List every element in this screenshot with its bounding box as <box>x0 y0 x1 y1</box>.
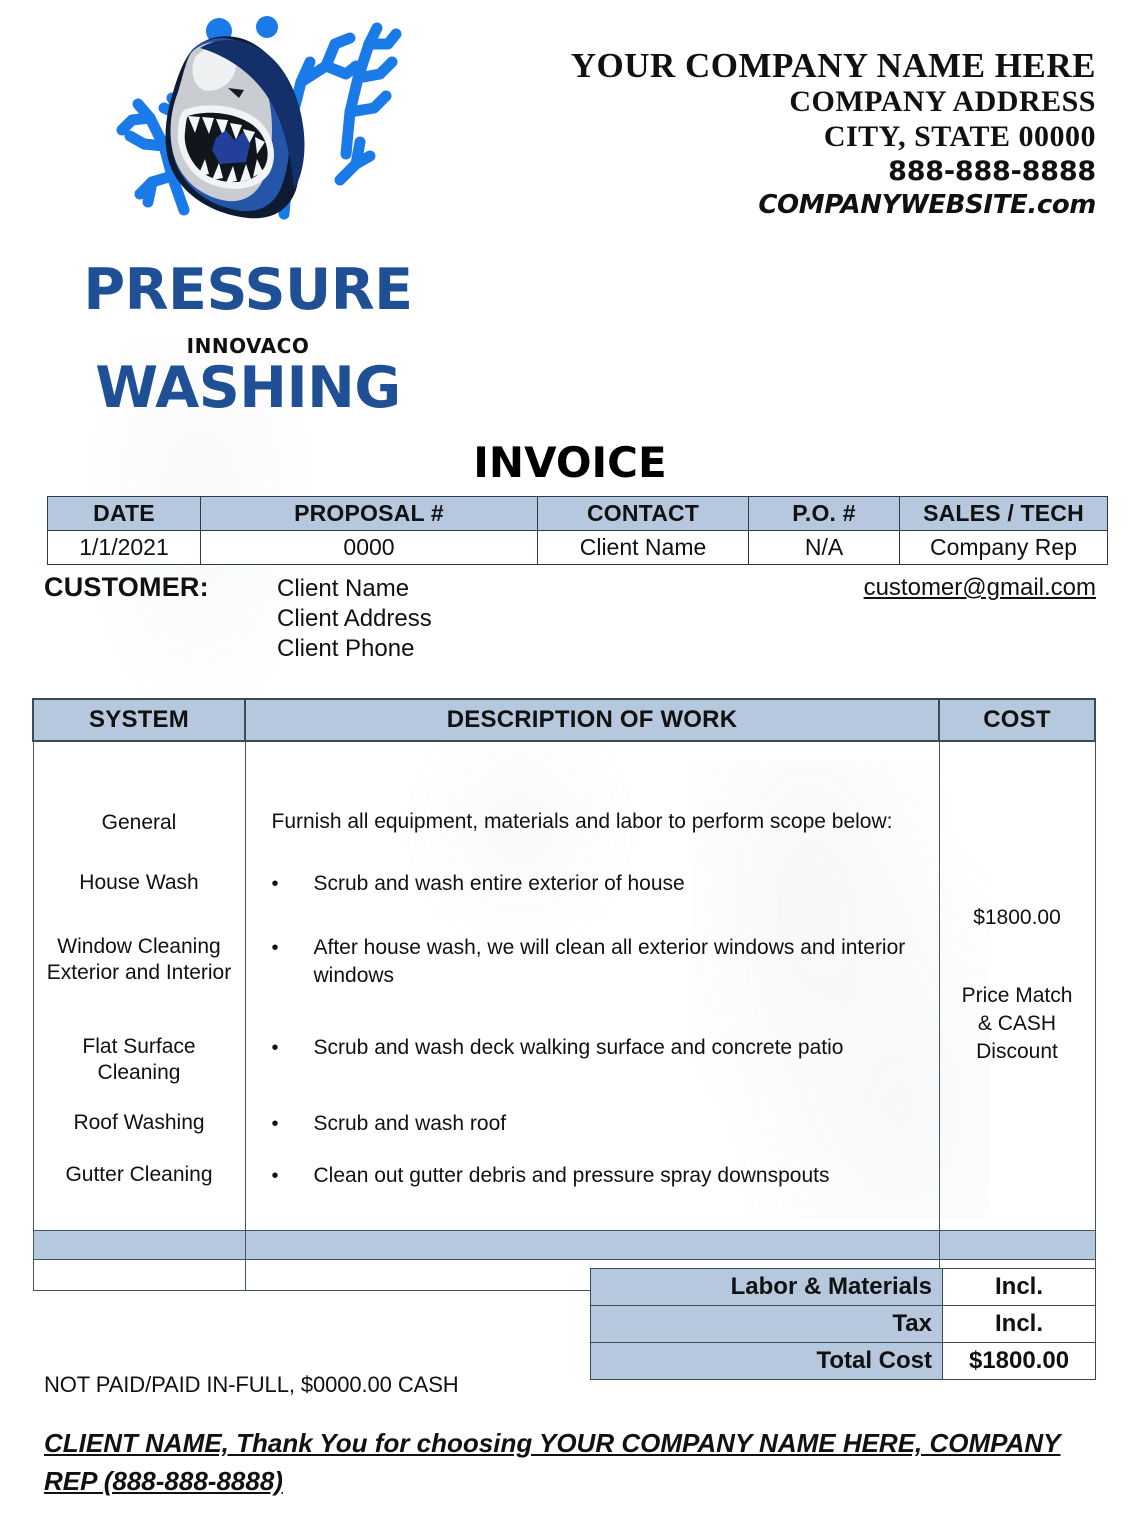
description-column <box>245 741 939 1231</box>
shark-coral-logo-icon <box>88 4 418 256</box>
totals-label-labor: Labor & Materials <box>591 1269 943 1306</box>
totals-value-labor: Incl. <box>943 1269 1096 1306</box>
company-logo <box>78 4 418 424</box>
company-name: YOUR COMPANY NAME HERE <box>570 46 1096 85</box>
description-intro: Furnish all equipment, materials and labor to perform scope below: <box>271 810 893 833</box>
info-header-date: DATE <box>48 497 201 531</box>
company-city-state-zip: CITY, STATE 00000 <box>823 119 1096 153</box>
thank-you-line2: REP (888-888-8888) <box>44 1466 283 1496</box>
customer-name: Client Name <box>277 575 410 602</box>
totals-value-tax: Incl. <box>943 1306 1096 1343</box>
info-value-contact: Client Name <box>538 531 749 565</box>
system-house-wash: House Wash <box>79 871 199 894</box>
bullet-icon: • <box>271 937 279 959</box>
totals-table <box>590 1268 1096 1380</box>
bullet-icon: • <box>271 873 279 895</box>
system-gutter-cleaning: Gutter Cleaning <box>65 1163 213 1186</box>
filler-cell <box>33 1231 245 1260</box>
work-header-cost: COST <box>939 699 1095 741</box>
system-general: General <box>101 811 177 834</box>
totals-row-total <box>591 1343 1096 1380</box>
description-gutter: • Clean out gutter debris and pressure spray downspouts <box>272 1162 912 1190</box>
work-body-row <box>33 741 1095 1231</box>
thank-you-message <box>44 1424 1074 1500</box>
work-description-table <box>32 698 1096 1291</box>
cost-column <box>939 741 1095 1231</box>
totals-value-total: $1800.00 <box>943 1343 1096 1380</box>
invoice-info-table <box>47 496 1108 565</box>
description-flat-surface: • Scrub and wash deck walking surface and concrete patio <box>272 1034 912 1062</box>
bullet-icon: • <box>271 1037 279 1059</box>
customer-details <box>277 574 432 664</box>
cost-note <box>940 982 1095 1066</box>
logo-word-pressure: PRESSURE <box>83 257 413 323</box>
description-roof: • Scrub and wash roof <box>272 1110 912 1138</box>
thank-you-line1: CLIENT NAME, Thank You for choosing YOUR COMPANY NAME HERE, COMPANY <box>44 1428 1061 1458</box>
info-header-sales-tech: SALES / TECH <box>900 497 1108 531</box>
bullet-icon: • <box>271 1113 279 1135</box>
system-flat-line1: Flat Surface <box>82 1035 196 1058</box>
info-value-po: N/A <box>749 531 900 565</box>
work-header-system: SYSTEM <box>33 699 245 741</box>
customer-phone: Client Phone <box>277 635 415 662</box>
totals-label-tax: Tax <box>591 1306 943 1343</box>
payment-status-note: NOT PAID/PAID IN-FULL, $0000.00 CASH <box>44 1372 459 1397</box>
customer-address: Client Address <box>277 605 432 632</box>
totals-row-labor <box>591 1269 1096 1306</box>
system-window-line1: Window Cleaning <box>57 935 221 958</box>
info-value-proposal: 0000 <box>201 531 538 565</box>
work-header-description: DESCRIPTION OF WORK <box>245 699 939 741</box>
company-info-block <box>456 46 1096 222</box>
info-header-contact: CONTACT <box>538 497 749 531</box>
company-phone: 888-888-8888 <box>888 155 1096 187</box>
system-column <box>33 741 245 1231</box>
system-window-cleaning <box>34 934 245 986</box>
description-window-cleaning: • After house wash, we will clean all exterior windows and interior windows <box>271 936 906 987</box>
table-row <box>48 531 1108 565</box>
filler-cell <box>245 1231 939 1260</box>
cost-note-line3: Discount <box>976 1040 1058 1063</box>
totals-row-tax <box>591 1306 1096 1343</box>
company-address: COMPANY ADDRESS <box>789 85 1096 119</box>
totals-label-total: Total Cost <box>591 1343 943 1380</box>
bullet-icon: • <box>271 1165 279 1187</box>
system-flat-line2: Cleaning <box>97 1061 181 1084</box>
info-header-po: P.O. # <box>749 497 900 531</box>
cost-amount: $1800.00 <box>973 906 1061 929</box>
system-flat-surface <box>34 1034 245 1086</box>
page-title: INVOICE <box>473 438 667 487</box>
system-roof-washing: Roof Washing <box>73 1111 205 1134</box>
description-house-wash: • Scrub and wash entire exterior of house <box>272 870 912 898</box>
info-value-sales-tech: Company Rep <box>900 531 1108 565</box>
filler-cell <box>33 1260 245 1291</box>
company-website: COMPANYWEBSITE.com <box>758 189 1096 220</box>
cost-note-line1: Price Match <box>961 984 1073 1007</box>
system-window-line2: Exterior and Interior <box>46 961 232 984</box>
info-value-date: 1/1/2021 <box>48 531 201 565</box>
logo-word-innovaco: INNOVACO <box>186 334 310 358</box>
logo-word-washing: WASHING <box>95 355 401 421</box>
info-header-proposal: PROPOSAL # <box>201 497 538 531</box>
customer-label: CUSTOMER: <box>44 572 209 602</box>
filler-cell <box>939 1231 1095 1260</box>
cost-note-line2: & CASH <box>977 1012 1057 1035</box>
filler-row-accent <box>33 1231 1095 1260</box>
customer-email[interactable]: customer@gmail.com <box>863 574 1096 601</box>
